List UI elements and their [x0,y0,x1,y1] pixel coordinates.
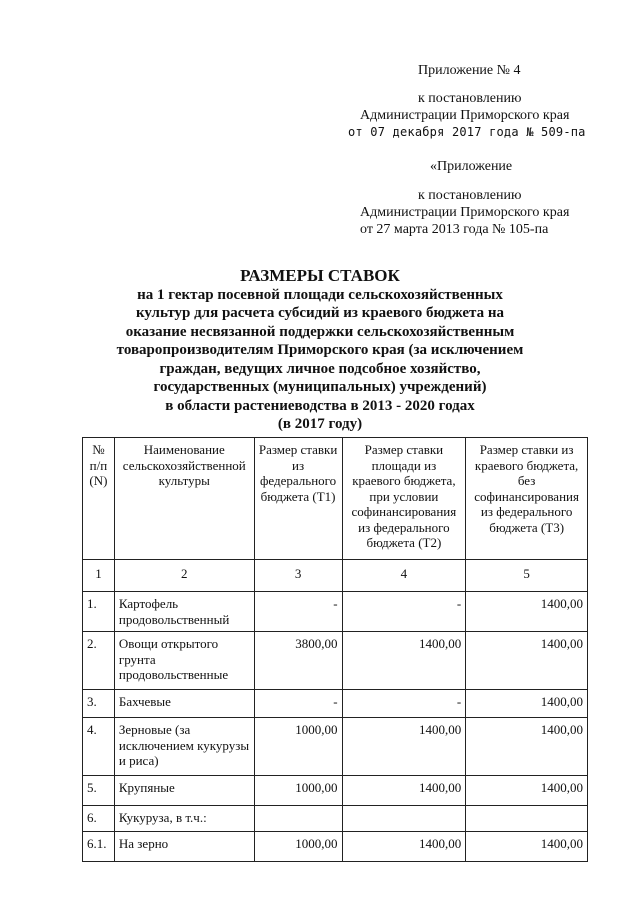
table-row [83,718,588,776]
table-row [83,776,588,806]
row-number: 6.1. [83,832,115,862]
rate-t2: - [342,690,466,718]
title-line: в области растениеводства в 2013 - 2020 годах [165,397,475,414]
title-line: РАЗМЕРЫ СТАВОК [240,266,400,285]
table-row [83,806,588,832]
title-line: (в 2017 году) [277,416,363,432]
rate-t2: 1400,00 [342,832,466,862]
prior-administration-name: Администрации Приморского края [360,205,570,220]
row-number: 2. [83,632,115,690]
prior-resolution-date-number: от 27 марта 2013 года № 105-па [360,222,549,237]
rate-t1: 1000,00 [254,718,342,776]
header-cell-crop-name: Наименование сельскохозяйственной культуры [114,438,254,560]
resolution-reference: к постановлению [418,91,522,106]
rate-t2: 1400,00 [342,776,466,806]
rate-t3: 1400,00 [466,592,588,632]
header-cell-t1: Размер ставки из федерального бюджета (Т1) [254,438,342,560]
resolution-date-number: от 07 декабря 2017 года № 509-па [348,125,586,139]
rate-t1: 3800,00 [254,632,342,690]
rate-t1: 1000,00 [254,776,342,806]
title-line: на 1 гектар посевной площади сельскохозяйственных [137,286,503,303]
crop-name: На зерно [114,832,254,862]
rate-t3: 1400,00 [466,832,588,862]
rate-t1 [254,806,342,832]
crop-name: Крупяные [114,776,254,806]
row-number: 6. [83,806,115,832]
appendix-title: Приложение № 4 [418,63,521,78]
title-line: товаропроизводителям Приморского края (за исключением [116,342,524,358]
crop-name: Зерновые (за исключением кукурузы и риса) [114,718,254,776]
rates-table [82,437,588,862]
administration-name: Администрации Приморского края [360,108,570,123]
rate-t1: 1000,00 [254,832,342,862]
row-number: 4. [83,718,115,776]
column-number: 4 [342,560,466,592]
crop-name: Овощи открытого грунта продовольственные [114,632,254,690]
rate-t2 [342,806,466,832]
header-cell-t3: Размер ставки из краевого бюджета, без софинансирования из федерального бюджета (Т3) [466,438,588,560]
column-number: 1 [83,560,115,592]
title-line: оказание несвязанной поддержки сельскохозяйственным [125,323,515,340]
document-title [100,267,540,434]
rate-t1: - [254,592,342,632]
table-row [83,832,588,862]
header-cell-number: № п/п (N) [83,438,115,560]
title-line: государственных (муниципальных) учреждений) [153,379,487,395]
table-row [83,592,588,632]
crop-name: Кукуруза, в т.ч.: [114,806,254,832]
title-line: культур для расчета субсидий из краевого бюджета на [136,305,504,321]
title-line: граждан, ведущих личное подсобное хозяйство, [159,360,481,377]
rate-t1: - [254,690,342,718]
crop-name: Картофель продовольственный [114,592,254,632]
column-number: 2 [114,560,254,592]
table-row [83,690,588,718]
rate-t3: 1400,00 [466,776,588,806]
rate-t2: 1400,00 [342,632,466,690]
column-number-row [83,560,588,592]
table-header-row [83,438,588,560]
prior-appendix-title: «Приложение [430,159,513,174]
column-number: 5 [466,560,588,592]
prior-resolution-reference: к постановлению [418,188,522,203]
rate-t3: 1400,00 [466,690,588,718]
header-cell-t2: Размер ставки площади из краевого бюджета, при условии софинансирования из федерального бюджета (Т2) [342,438,466,560]
row-number: 1. [83,592,115,632]
row-number: 5. [83,776,115,806]
rate-t3: 1400,00 [466,632,588,690]
rate-t3 [466,806,588,832]
table-row [83,632,588,690]
rate-t2: - [342,592,466,632]
column-number: 3 [254,560,342,592]
rate-t2: 1400,00 [342,718,466,776]
crop-name: Бахчевые [114,690,254,718]
row-number: 3. [83,690,115,718]
rate-t3: 1400,00 [466,718,588,776]
